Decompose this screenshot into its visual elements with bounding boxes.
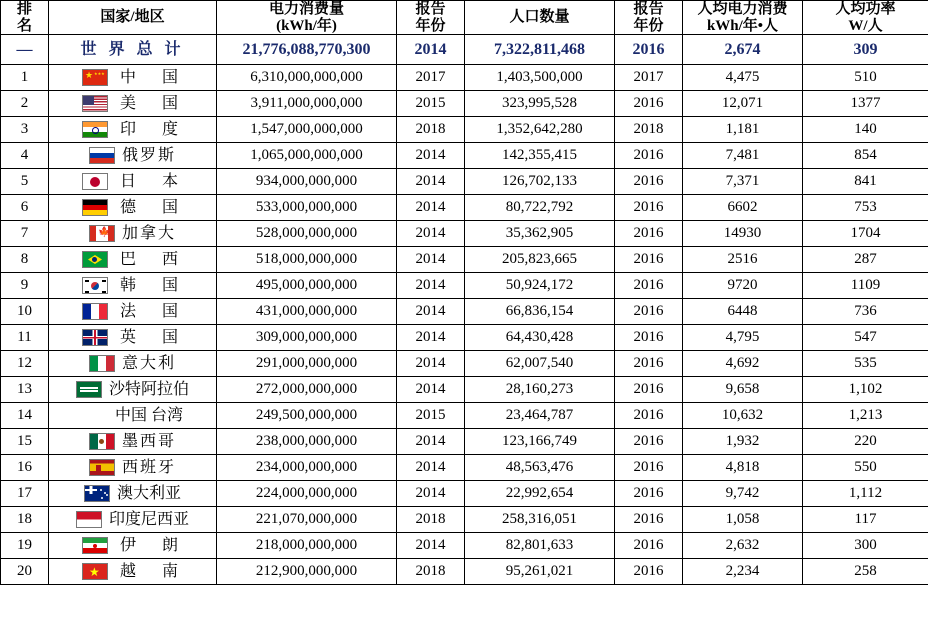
cell-year-electricity: 2014 <box>397 429 465 455</box>
cell-electricity: 495,000,000,000 <box>217 273 397 299</box>
cell-electricity: 518,000,000,000 <box>217 247 397 273</box>
cell-electricity: 21,776,088,770,300 <box>217 35 397 65</box>
cell-year-electricity: 2017 <box>397 65 465 91</box>
flag-icon <box>84 485 110 502</box>
cell-year-population: 2016 <box>615 377 683 403</box>
table-row <box>1 117 928 143</box>
cell-electricity: 234,000,000,000 <box>217 455 397 481</box>
flag-icon <box>82 69 108 86</box>
cell-year-electricity: 2018 <box>397 117 465 143</box>
header-line: 报告 <box>633 1 664 17</box>
flag-icon <box>89 459 115 476</box>
cell-per-capita-power: 854 <box>803 143 928 169</box>
table-row <box>1 143 928 169</box>
cell-country <box>49 559 217 585</box>
table-row <box>1 247 928 273</box>
cell-year-population: 2016 <box>615 273 683 299</box>
cell-electricity: 1,065,000,000,000 <box>217 143 397 169</box>
flag-icon <box>82 277 108 294</box>
cell-rank: 12 <box>1 351 49 377</box>
cell-year-electricity: 2014 <box>397 143 465 169</box>
cell-country <box>49 455 217 481</box>
flag-icon <box>82 95 108 112</box>
cell-year-electricity: 2014 <box>397 169 465 195</box>
cell-electricity: 224,000,000,000 <box>217 481 397 507</box>
cell-rank: 15 <box>1 429 49 455</box>
header-line: (kWh/年) <box>276 17 337 34</box>
cell-year-population: 2016 <box>615 35 683 65</box>
cell-electricity: 272,000,000,000 <box>217 377 397 403</box>
flag-icon <box>89 147 115 164</box>
cell-population: 205,823,665 <box>465 247 615 273</box>
flag-icon <box>82 537 108 554</box>
country-name: 墨西哥 <box>121 432 176 450</box>
flag-icon <box>82 251 108 268</box>
cell-population: 22,992,654 <box>465 481 615 507</box>
cell-per-capita-power: 510 <box>803 65 928 91</box>
cell-rank: 5 <box>1 169 49 195</box>
cell-year-population: 2016 <box>615 507 683 533</box>
cell-per-capita: 14930 <box>683 221 803 247</box>
cell-country <box>49 117 217 143</box>
cell-year-electricity: 2014 <box>397 273 465 299</box>
cell-year-population: 2016 <box>615 559 683 585</box>
table-row <box>1 533 928 559</box>
header-line: W/人 <box>848 17 883 34</box>
cell-population: 1,352,642,280 <box>465 117 615 143</box>
cell-per-capita: 6448 <box>683 299 803 325</box>
cell-per-capita-power: 753 <box>803 195 928 221</box>
country-name: 澳大利亚 <box>116 484 181 502</box>
cell-rank: 10 <box>1 299 49 325</box>
cell-per-capita-power: 258 <box>803 559 928 585</box>
cell-per-capita: 12,071 <box>683 91 803 117</box>
cell-country <box>49 481 217 507</box>
header-line: 报告 <box>415 1 446 17</box>
cell-country <box>49 91 217 117</box>
cell-per-capita: 4,795 <box>683 325 803 351</box>
country-name: 意大利 <box>121 354 176 372</box>
flag-icon <box>82 173 108 190</box>
column-header-population <box>465 1 615 35</box>
table-row <box>1 377 928 403</box>
cell-population: 48,563,476 <box>465 455 615 481</box>
cell-year-population: 2016 <box>615 481 683 507</box>
cell-per-capita-power: 1109 <box>803 273 928 299</box>
flag-icon <box>82 121 108 138</box>
cell-electricity: 212,900,000,000 <box>217 559 397 585</box>
flag-icon <box>82 199 108 216</box>
flag-icon <box>82 303 108 320</box>
cell-year-electricity: 2014 <box>397 299 465 325</box>
flag-icon <box>76 381 102 398</box>
cell-year-electricity: 2014 <box>397 533 465 559</box>
cell-country <box>49 143 217 169</box>
cell-country <box>49 247 217 273</box>
flag-icon <box>82 407 108 424</box>
flag-icon <box>76 511 102 528</box>
country-name: 英 国 <box>119 328 183 346</box>
cell-electricity: 934,000,000,000 <box>217 169 397 195</box>
flag-icon <box>82 329 108 346</box>
cell-country <box>49 429 217 455</box>
cell-per-capita-power: 1704 <box>803 221 928 247</box>
cell-per-capita-power: 117 <box>803 507 928 533</box>
cell-year-population: 2016 <box>615 455 683 481</box>
cell-year-population: 2017 <box>615 65 683 91</box>
cell-per-capita-power: 841 <box>803 169 928 195</box>
cell-country <box>49 533 217 559</box>
cell-year-population: 2016 <box>615 195 683 221</box>
header-line: 人均电力消费 <box>697 1 788 17</box>
header-line: kWh/年•人 <box>706 17 779 34</box>
cell-country <box>49 169 217 195</box>
cell-year-population: 2016 <box>615 169 683 195</box>
cell-year-electricity: 2014 <box>397 195 465 221</box>
header-line: 电力消费量 <box>268 1 344 17</box>
cell-year-electricity: 2014 <box>397 377 465 403</box>
country-name: 中 国 <box>119 68 183 86</box>
country-name: 印 度 <box>119 120 183 138</box>
table-header <box>1 1 928 35</box>
cell-population: 23,464,787 <box>465 403 615 429</box>
table-row <box>1 169 928 195</box>
cell-year-electricity: 2014 <box>397 221 465 247</box>
column-header-rank <box>1 1 49 35</box>
cell-per-capita-power: 220 <box>803 429 928 455</box>
cell-year-population: 2016 <box>615 429 683 455</box>
column-header-per-capita-power <box>803 1 928 35</box>
cell-population: 64,430,428 <box>465 325 615 351</box>
header-line: 人口数量 <box>509 9 570 26</box>
country-name: 韩 国 <box>119 276 183 294</box>
cell-rank: 7 <box>1 221 49 247</box>
cell-population: 80,722,792 <box>465 195 615 221</box>
header-line: 排 <box>16 1 32 17</box>
cell-rank: 9 <box>1 273 49 299</box>
header-line: 年份 <box>633 17 664 34</box>
cell-rank: 4 <box>1 143 49 169</box>
cell-year-population: 2016 <box>615 351 683 377</box>
cell-per-capita-power: 550 <box>803 455 928 481</box>
cell-electricity: 291,000,000,000 <box>217 351 397 377</box>
table-row <box>1 273 928 299</box>
cell-per-capita-power: 1,112 <box>803 481 928 507</box>
cell-population: 123,166,749 <box>465 429 615 455</box>
cell-year-electricity: 2014 <box>397 481 465 507</box>
header-line: 人均功率 <box>835 1 896 17</box>
cell-rank: — <box>1 35 49 65</box>
cell-country <box>49 65 217 91</box>
table-row <box>1 455 928 481</box>
cell-per-capita: 7,371 <box>683 169 803 195</box>
cell-per-capita: 2,674 <box>683 35 803 65</box>
cell-country <box>49 377 217 403</box>
cell-per-capita-power: 547 <box>803 325 928 351</box>
table-row <box>1 403 928 429</box>
cell-year-population: 2018 <box>615 117 683 143</box>
table-row <box>1 507 928 533</box>
flag-icon <box>89 355 115 372</box>
cell-population: 35,362,905 <box>465 221 615 247</box>
cell-rank: 18 <box>1 507 49 533</box>
cell-country <box>49 299 217 325</box>
cell-country <box>49 195 217 221</box>
cell-year-population: 2016 <box>615 143 683 169</box>
cell-country <box>49 507 217 533</box>
cell-year-electricity: 2018 <box>397 559 465 585</box>
column-header-year-electricity <box>397 1 465 35</box>
cell-year-population: 2016 <box>615 247 683 273</box>
cell-electricity: 221,070,000,000 <box>217 507 397 533</box>
table-row <box>1 299 928 325</box>
cell-electricity: 218,000,000,000 <box>217 533 397 559</box>
country-name: 俄罗斯 <box>121 146 176 164</box>
table-row <box>1 481 928 507</box>
cell-per-capita-power: 736 <box>803 299 928 325</box>
country-name: 中国 台湾 <box>114 406 183 424</box>
cell-country: 世 界 总 计 <box>49 35 217 65</box>
table-row <box>1 221 928 247</box>
cell-country <box>49 221 217 247</box>
cell-rank: 6 <box>1 195 49 221</box>
cell-rank: 3 <box>1 117 49 143</box>
country-name: 伊 朗 <box>119 536 183 554</box>
cell-rank: 14 <box>1 403 49 429</box>
cell-year-electricity: 2014 <box>397 35 465 65</box>
cell-per-capita: 6602 <box>683 195 803 221</box>
cell-year-population: 2016 <box>615 299 683 325</box>
cell-year-electricity: 2015 <box>397 403 465 429</box>
country-name: 印度尼西亚 <box>108 510 189 528</box>
cell-per-capita-power: 309 <box>803 35 928 65</box>
country-name: 巴 西 <box>119 250 183 268</box>
cell-electricity: 533,000,000,000 <box>217 195 397 221</box>
cell-per-capita-power: 535 <box>803 351 928 377</box>
cell-rank: 20 <box>1 559 49 585</box>
cell-per-capita: 4,818 <box>683 455 803 481</box>
cell-year-population: 2016 <box>615 403 683 429</box>
cell-electricity: 528,000,000,000 <box>217 221 397 247</box>
table-row <box>1 65 928 91</box>
country-name: 西班牙 <box>121 458 176 476</box>
cell-electricity: 1,547,000,000,000 <box>217 117 397 143</box>
cell-country <box>49 351 217 377</box>
cell-year-population: 2016 <box>615 91 683 117</box>
cell-country <box>49 403 217 429</box>
cell-per-capita: 1,181 <box>683 117 803 143</box>
cell-rank: 16 <box>1 455 49 481</box>
cell-population: 7,322,811,468 <box>465 35 615 65</box>
country-name: 德 国 <box>119 198 183 216</box>
cell-population: 1,403,500,000 <box>465 65 615 91</box>
country-name: 越 南 <box>119 562 183 580</box>
cell-per-capita: 2,234 <box>683 559 803 585</box>
cell-per-capita-power: 140 <box>803 117 928 143</box>
cell-year-electricity: 2014 <box>397 325 465 351</box>
country-name: 沙特阿拉伯 <box>108 380 189 398</box>
cell-per-capita: 2516 <box>683 247 803 273</box>
table-row <box>1 559 928 585</box>
header-line: 年份 <box>415 17 446 34</box>
cell-per-capita: 9,742 <box>683 481 803 507</box>
cell-electricity: 431,000,000,000 <box>217 299 397 325</box>
cell-year-population: 2016 <box>615 325 683 351</box>
cell-per-capita: 9720 <box>683 273 803 299</box>
cell-year-population: 2016 <box>615 221 683 247</box>
cell-year-population: 2016 <box>615 533 683 559</box>
country-name: 美 国 <box>119 94 183 112</box>
world-total-row <box>1 35 928 65</box>
country-name: 法 国 <box>119 302 183 320</box>
cell-population: 28,160,273 <box>465 377 615 403</box>
cell-rank: 17 <box>1 481 49 507</box>
table-body <box>1 35 928 585</box>
cell-per-capita-power: 287 <box>803 247 928 273</box>
cell-population: 258,316,051 <box>465 507 615 533</box>
cell-per-capita-power: 300 <box>803 533 928 559</box>
cell-per-capita: 9,658 <box>683 377 803 403</box>
cell-rank: 13 <box>1 377 49 403</box>
country-name: 加拿大 <box>121 224 176 242</box>
cell-electricity: 3,911,000,000,000 <box>217 91 397 117</box>
cell-per-capita: 7,481 <box>683 143 803 169</box>
cell-rank: 19 <box>1 533 49 559</box>
cell-country <box>49 325 217 351</box>
cell-rank: 1 <box>1 65 49 91</box>
cell-population: 126,702,133 <box>465 169 615 195</box>
cell-population: 95,261,021 <box>465 559 615 585</box>
flag-icon <box>89 433 115 450</box>
cell-per-capita-power: 1377 <box>803 91 928 117</box>
cell-population: 142,355,415 <box>465 143 615 169</box>
column-header-country <box>49 1 217 35</box>
cell-year-electricity: 2015 <box>397 91 465 117</box>
cell-electricity: 6,310,000,000,000 <box>217 65 397 91</box>
table-row <box>1 429 928 455</box>
cell-electricity: 309,000,000,000 <box>217 325 397 351</box>
header-row <box>1 1 928 35</box>
column-header-electricity <box>217 1 397 35</box>
cell-population: 323,995,528 <box>465 91 615 117</box>
country-name: 日 本 <box>119 172 183 190</box>
table-row <box>1 351 928 377</box>
header-line: 国家/地区 <box>100 9 165 26</box>
cell-rank: 2 <box>1 91 49 117</box>
cell-population: 50,924,172 <box>465 273 615 299</box>
cell-year-electricity: 2018 <box>397 507 465 533</box>
table-row <box>1 195 928 221</box>
header-line: 名 <box>16 17 32 34</box>
cell-per-capita: 10,632 <box>683 403 803 429</box>
cell-per-capita-power: 1,213 <box>803 403 928 429</box>
column-header-year-population <box>615 1 683 35</box>
cell-country <box>49 273 217 299</box>
cell-per-capita: 2,632 <box>683 533 803 559</box>
cell-population: 82,801,633 <box>465 533 615 559</box>
cell-per-capita: 1,932 <box>683 429 803 455</box>
table-row <box>1 325 928 351</box>
cell-electricity: 249,500,000,000 <box>217 403 397 429</box>
cell-year-electricity: 2014 <box>397 455 465 481</box>
table-row <box>1 91 928 117</box>
cell-population: 66,836,154 <box>465 299 615 325</box>
cell-electricity: 238,000,000,000 <box>217 429 397 455</box>
cell-per-capita: 1,058 <box>683 507 803 533</box>
flag-icon <box>82 563 108 580</box>
cell-year-electricity: 2014 <box>397 351 465 377</box>
cell-per-capita-power: 1,102 <box>803 377 928 403</box>
flag-icon <box>89 225 115 242</box>
cell-rank: 11 <box>1 325 49 351</box>
cell-per-capita: 4,475 <box>683 65 803 91</box>
cell-year-electricity: 2014 <box>397 247 465 273</box>
cell-per-capita: 4,692 <box>683 351 803 377</box>
cell-rank: 8 <box>1 247 49 273</box>
column-header-per-capita <box>683 1 803 35</box>
cell-population: 62,007,540 <box>465 351 615 377</box>
